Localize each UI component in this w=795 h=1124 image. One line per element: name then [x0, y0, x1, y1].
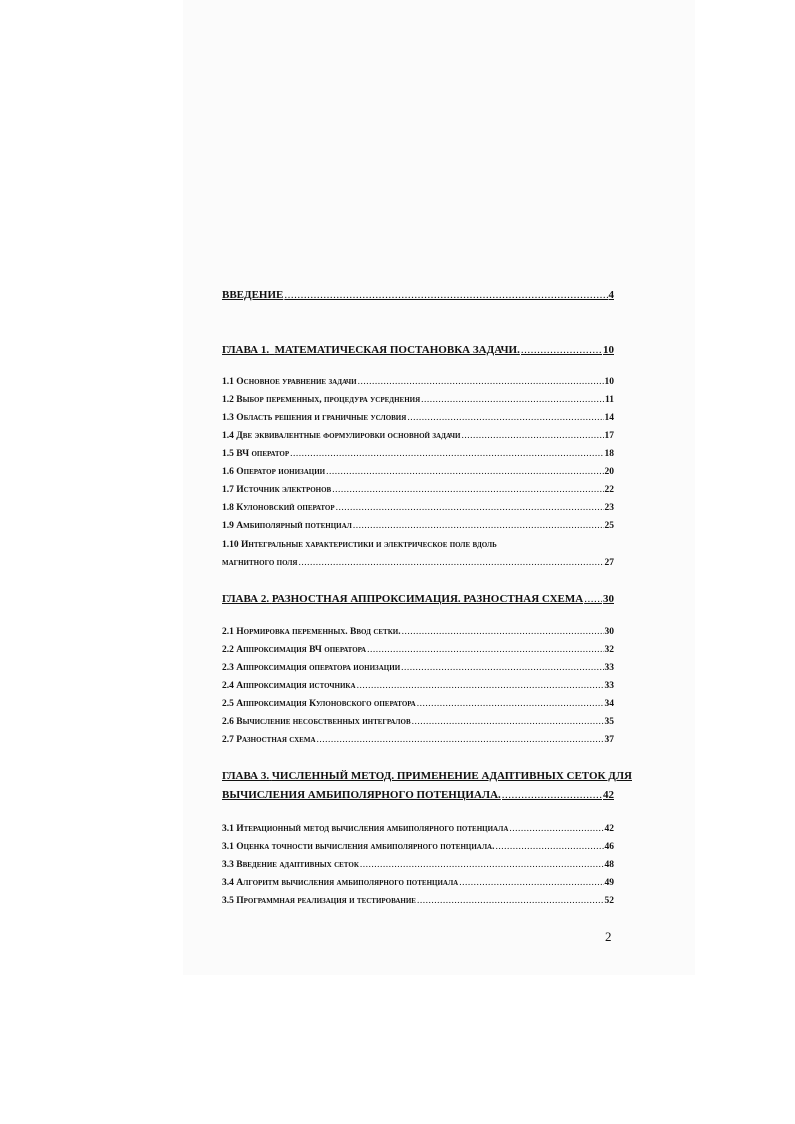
section-title: 3.5 Программная реализация и тестирование	[222, 896, 416, 906]
toc-section	[222, 431, 614, 441]
leader-dots	[407, 413, 603, 423]
chapter-page: 30	[603, 593, 614, 605]
toc-section	[222, 735, 614, 745]
section-page: 49	[604, 878, 614, 888]
section-title: 2.2 Аппроксимация ВЧ оператора	[222, 645, 367, 655]
section-page: 37	[604, 735, 614, 745]
leader-dots	[284, 289, 607, 301]
section-page: 18	[604, 449, 614, 459]
toc-section	[222, 485, 614, 495]
section-title: 1.6 Оператор ионизации	[222, 467, 326, 477]
section-title: 2.5 Аппроксимация Кулоновского оператора	[222, 699, 416, 709]
toc-chapter-2	[222, 593, 614, 605]
toc-chapter-3-continued	[222, 789, 614, 801]
toc-intro-title: ВВЕДЕНИЕ	[222, 289, 284, 301]
leader-dots	[353, 521, 604, 531]
section-page: 42	[604, 824, 614, 834]
chapter-page: 10	[603, 344, 614, 356]
toc-chapter-1	[222, 344, 614, 356]
leader-dots	[317, 735, 604, 745]
leader-dots	[584, 593, 602, 605]
toc-intro-page: 4	[608, 289, 614, 301]
leader-dots	[360, 860, 604, 870]
leader-dots	[367, 645, 603, 655]
section-page: 22	[604, 485, 614, 495]
toc-section	[222, 860, 614, 870]
section-page: 52	[604, 896, 614, 906]
section-title: 1.4 Две эквивалентные формулировки основной задачи	[222, 431, 461, 441]
toc-section-continued	[222, 558, 614, 568]
toc-section	[222, 878, 614, 888]
toc-section	[222, 377, 614, 387]
chapter-number: ГЛАВА 2. РАЗНОСТНАЯ АППРОКСИМАЦИЯ. РАЗНОСТНАЯ СХЕМА	[222, 593, 584, 605]
section-title: 3.4 Алгоритм вычисления амбиполярного потенциала	[222, 878, 459, 888]
section-title: 1.9 Амбиполярный потенциал	[222, 521, 352, 531]
section-page: 20	[604, 467, 614, 477]
section-title: магнитного поля	[222, 558, 298, 568]
section-page: 48	[604, 860, 614, 870]
section-title: 2.1 Нормировка переменных. Ввод сетки.	[222, 627, 401, 637]
toc-section	[222, 467, 614, 477]
leader-dots	[462, 431, 604, 441]
toc-section	[222, 521, 614, 531]
leader-dots	[326, 467, 603, 477]
section-page: 33	[604, 681, 614, 691]
section-title: 3.3 Введение адаптивных сеток	[222, 860, 359, 870]
section-title: 2.7 Разностная схема	[222, 735, 316, 745]
leader-dots	[459, 878, 603, 888]
leader-dots	[421, 395, 604, 405]
toc-section	[222, 842, 614, 852]
section-title: 2.3 Аппроксимация оператора ионизации	[222, 663, 401, 673]
toc-section	[222, 699, 614, 709]
section-title: ВЫЧИСЛЕНИЯ АМБИПОЛЯРНОГО ПОТЕНЦИАЛА.	[222, 789, 501, 801]
leader-dots	[417, 896, 604, 906]
leader-dots	[290, 449, 603, 459]
leader-dots	[332, 485, 603, 495]
section-page: 17	[604, 431, 614, 441]
leader-dots	[496, 842, 604, 852]
leader-dots	[358, 377, 604, 387]
toc-chapter-3	[222, 770, 632, 782]
toc-section	[222, 540, 614, 550]
toc-section	[222, 503, 614, 513]
chapter-number: ГЛАВА 3. ЧИСЛЕННЫЙ МЕТОД. ПРИМЕНЕНИЕ АДАПТИВНЫХ СЕТОК ДЛЯ	[222, 770, 632, 782]
section-title: 1.10 Интегральные характеристики и электрическое поле вдоль	[222, 540, 497, 550]
section-page: 25	[604, 521, 614, 531]
toc-section	[222, 449, 614, 459]
toc-section	[222, 413, 614, 423]
leader-dots	[298, 558, 603, 568]
section-page: 35	[604, 717, 614, 727]
toc-section	[222, 395, 614, 405]
toc-section	[222, 896, 614, 906]
section-title: 3.1 Оценка точности вычисления амбиполярного потенциала.	[222, 842, 495, 852]
section-page: 10	[604, 377, 614, 387]
toc-section	[222, 717, 614, 727]
section-page: 46	[604, 842, 614, 852]
leader-dots	[402, 627, 604, 637]
toc-section	[222, 645, 614, 655]
section-title: 1.8 Кулоновский оператор	[222, 503, 335, 513]
section-page: 30	[604, 627, 614, 637]
section-title: 3.1 Итерационный метод вычисления амбиполярного потенциала	[222, 824, 509, 834]
section-title: 1.5 ВЧ оператор	[222, 449, 290, 459]
section-title: 1.1 Основное уравнение задачи	[222, 377, 357, 387]
leader-dots	[509, 824, 603, 834]
page-number: 2	[605, 929, 612, 944]
leader-dots	[357, 681, 604, 691]
toc-section	[222, 627, 614, 637]
leader-dots	[412, 717, 604, 727]
toc-section	[222, 681, 614, 691]
section-page: 14	[604, 413, 614, 423]
chapter-number: ГЛАВА 1. МАТЕМАТИЧЕСКАЯ ПОСТАНОВКА ЗАДАЧИ.	[222, 344, 520, 356]
section-page: 11	[605, 395, 614, 405]
section-title: 1.2 Выбор переменных, процедура усреднения	[222, 395, 421, 405]
section-page: 23	[604, 503, 614, 513]
toc-section	[222, 824, 614, 834]
section-title: 1.7 Источник электронов	[222, 485, 332, 495]
toc-intro	[222, 289, 614, 301]
chapter-page: 42	[603, 789, 614, 801]
section-title: 2.4 Аппроксимация источника	[222, 681, 356, 691]
section-title: 1.3 Область решения и граничные условия	[222, 413, 407, 423]
leader-dots	[521, 344, 602, 356]
section-page: 33	[604, 663, 614, 673]
toc-section	[222, 663, 614, 673]
section-page: 32	[604, 645, 614, 655]
leader-dots	[417, 699, 604, 709]
leader-dots	[336, 503, 604, 513]
section-title: 2.6 Вычисление несобственных интегралов	[222, 717, 411, 727]
section-page: 34	[604, 699, 614, 709]
section-page: 27	[604, 558, 614, 568]
leader-dots	[502, 789, 602, 801]
leader-dots	[401, 663, 603, 673]
